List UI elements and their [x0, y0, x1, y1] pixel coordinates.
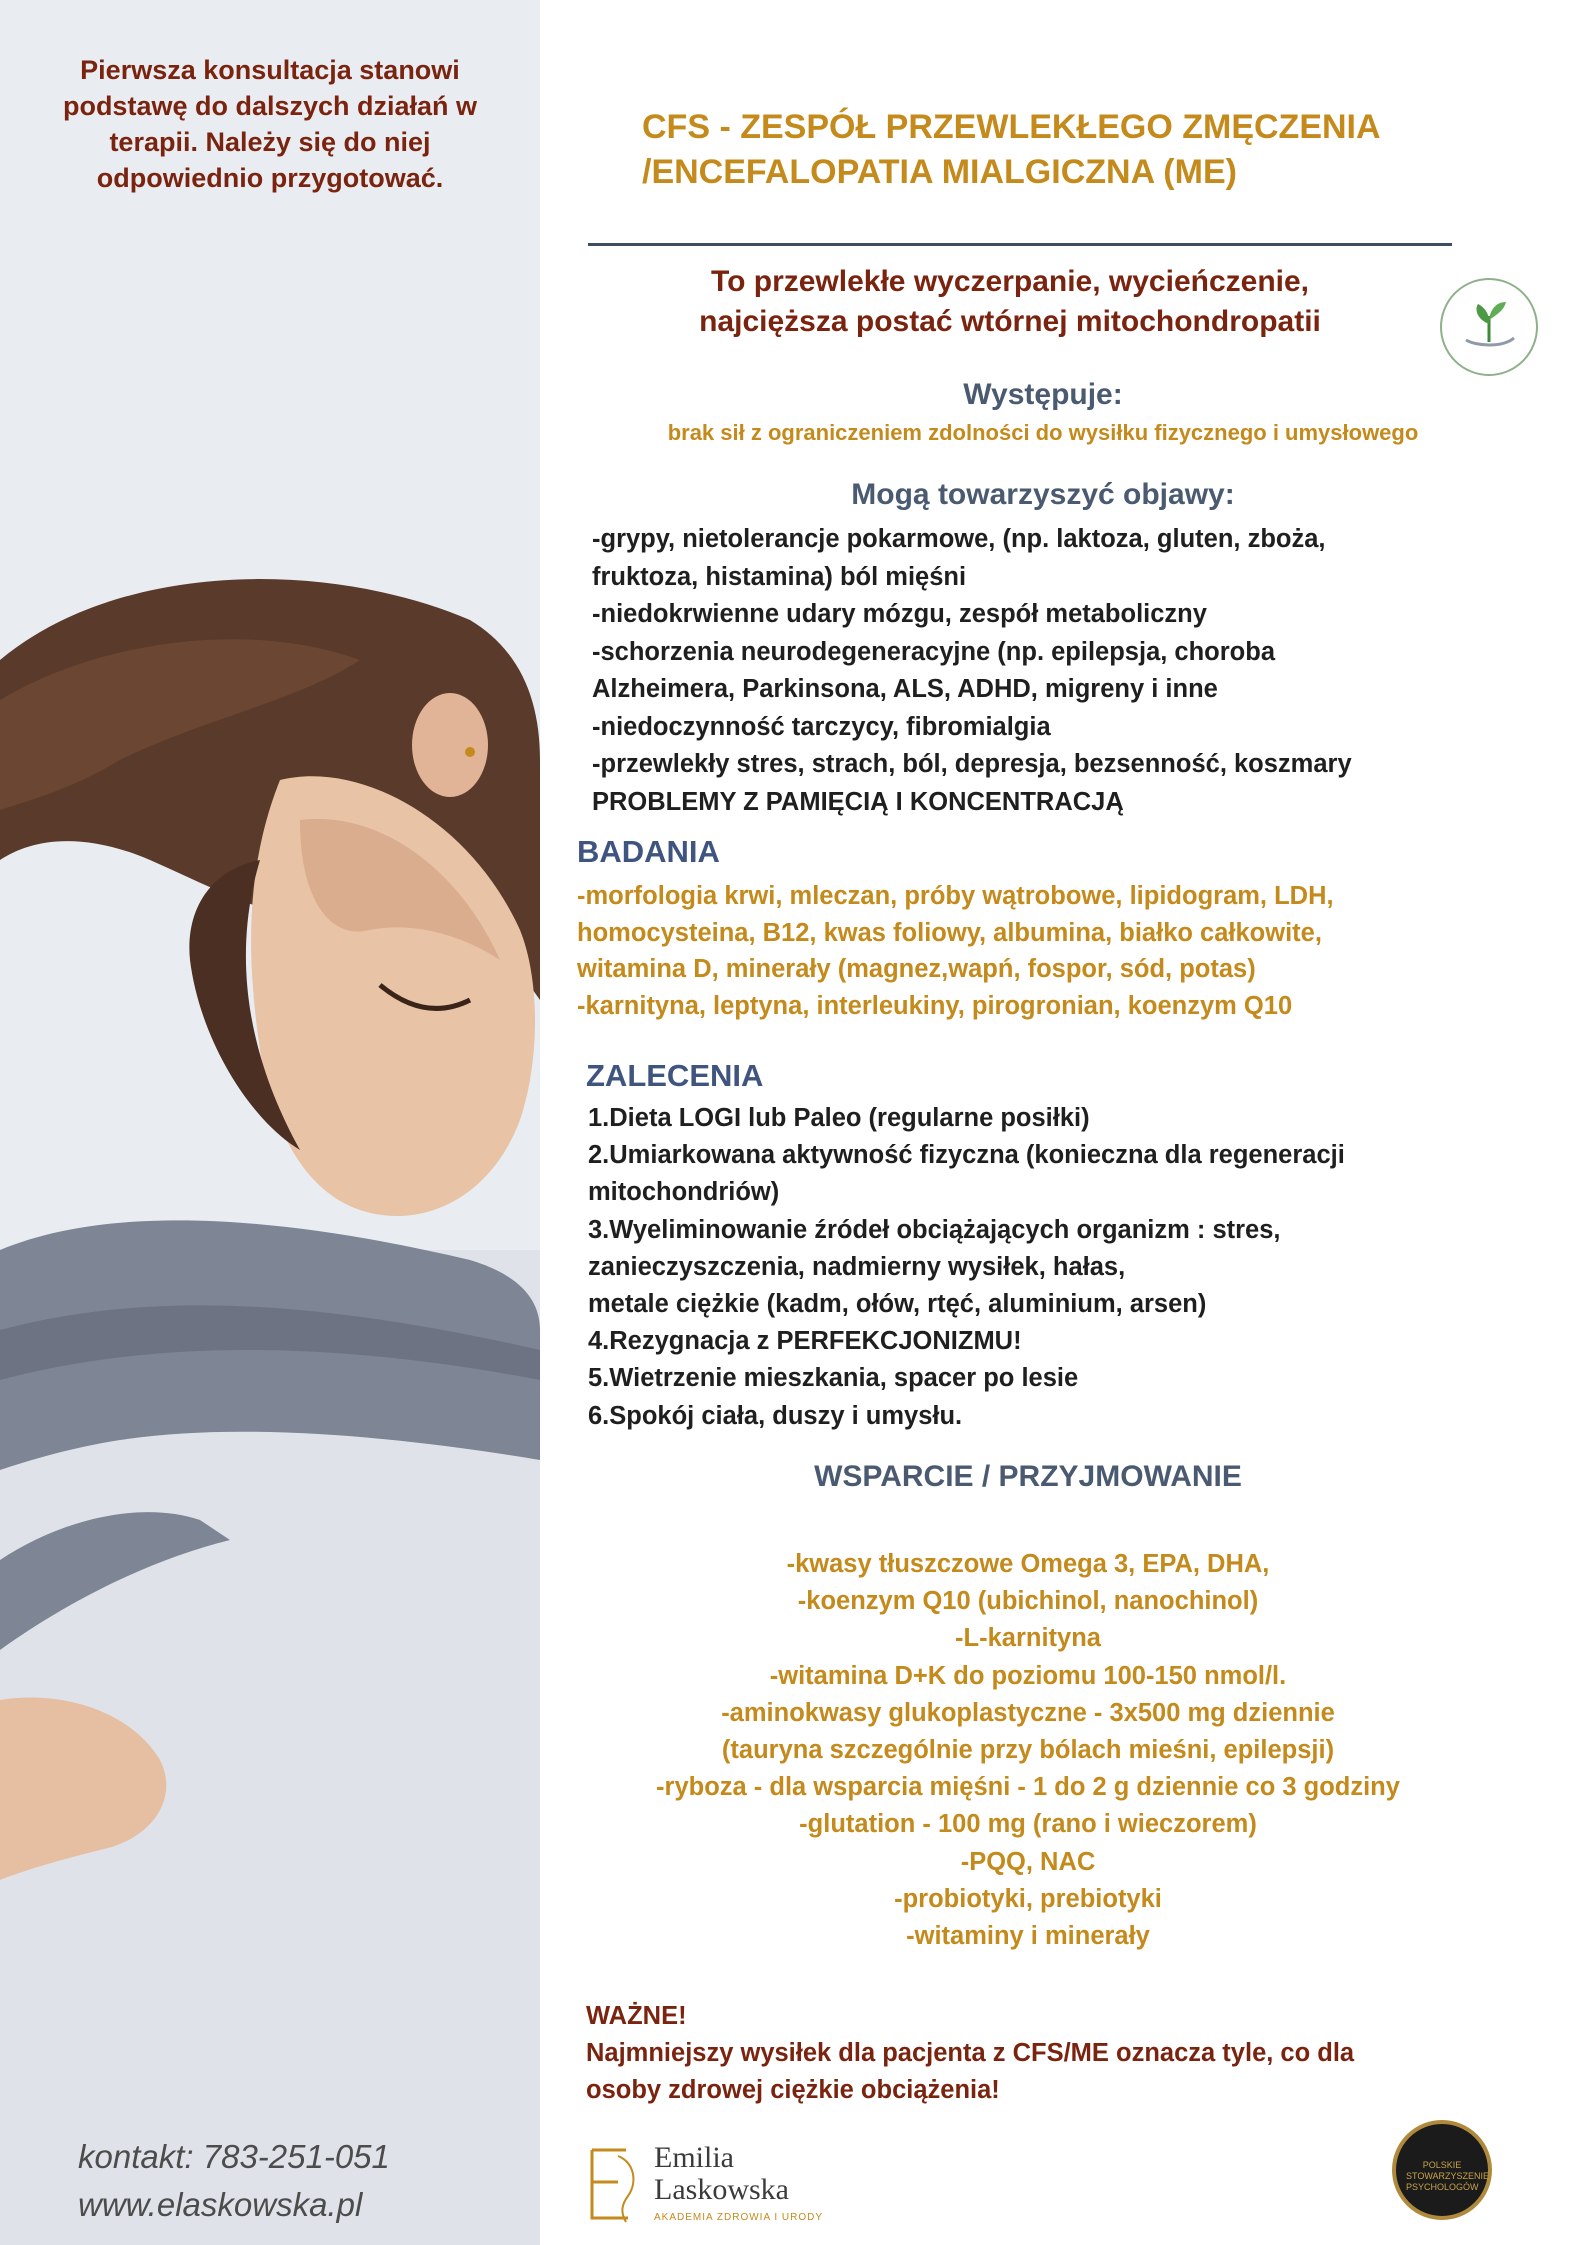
divider — [588, 243, 1452, 246]
seal-icon — [1392, 2120, 1492, 2220]
symptoms-list — [592, 521, 1492, 821]
list-item: 5.Wietrzenie mieszkania, spacer po lesie — [588, 1364, 1079, 1393]
support-list — [588, 1546, 1468, 1955]
list-item: PROBLEMY Z PAMIĘCIĄ I KONCENTRACJĄ — [592, 787, 1124, 816]
list-item: 3.Wyeliminowanie źródeł obciążających organizm : stres, — [588, 1215, 1281, 1244]
blog-badge-icon — [1440, 278, 1538, 376]
list-item: 2.Umiarkowana aktywność fizyczna (konieczna dla regeneracji — [588, 1141, 1345, 1170]
list-item: -morfologia krwi, mleczan, próby wątrobowe, lipidogram, LDH, — [577, 882, 1334, 910]
woman-resting-photo — [0, 0, 540, 2245]
contact-phone: kontakt: 783-251-051 — [78, 2138, 390, 2175]
title-line: /ENCEFALOPATIA MIALGICZNA (ME) — [642, 153, 1237, 191]
brand-name — [654, 2142, 789, 2206]
list-item: -niedokrwienne udary mózgu, zespół metaboliczny — [592, 600, 1207, 628]
page-title — [642, 105, 1472, 195]
list-item: -karnityna, leptyna, interleukiny, pirogronian, koenzym Q10 — [577, 991, 1293, 1020]
list-item: fruktoza, histamina) ból mięśni — [592, 562, 967, 591]
brand-logo — [578, 2138, 878, 2228]
subtitle-line: To przewlekłe wyczerpanie, wycieńczenie, — [710, 265, 1310, 298]
list-item: 4.Rezygnacja z PERFEKCJONIZMU! — [588, 1327, 1022, 1356]
tests-list — [577, 878, 1497, 1024]
brand-last-name: Laskowska — [654, 2173, 789, 2206]
brand-logo-icon — [578, 2138, 648, 2228]
important-note — [586, 1998, 1486, 2109]
list-item: (tauryna szczególnie przy bólach mieśni, epilepsji) — [721, 1736, 1335, 1765]
intro-line: terapii. Należy się do niej — [109, 127, 431, 157]
list-item: -aminokwasy glukoplastyczne - 3x500 mg dziennie — [721, 1698, 1335, 1727]
subtitle-line: najcięższa postać wtórnej mitochondropatii — [699, 305, 1321, 338]
list-item: -schorzenia neurodegeneracyjne (np. epilepsja, choroba — [592, 637, 1276, 666]
list-item: -probiotyki, prebiotyki — [894, 1884, 1162, 1913]
list-item: mitochondriów) — [588, 1178, 780, 1207]
support-heading: WSPARCIE / PRZYJMOWANIE — [814, 1460, 1242, 1493]
brand-first-name: Emilia — [654, 2141, 734, 2174]
intro-line: podstawę do dalszych działań w — [62, 91, 478, 121]
list-item: -glutation - 100 mg (rano i wieczorem) — [799, 1810, 1257, 1839]
list-item: homocysteina, B12, kwas foliowy, albumina, białko całkowite, — [577, 918, 1322, 947]
important-line: osoby zdrowej ciężkie obciążenia! — [586, 2076, 1000, 2104]
list-item: -witamina D+K do poziomu 100-150 nmol/l. — [769, 1661, 1287, 1690]
occurrence-text: brak sił z ograniczeniem zdolności do wysiłku fizycznego i umysłowego — [667, 420, 1419, 445]
list-item: -PQQ, NAC — [960, 1847, 1096, 1876]
list-item: Alzheimera, Parkinsona, ALS, ADHD, migreny i inne — [592, 675, 1218, 703]
list-item: zanieczyszczenia, nadmierny wysiłek, hałas, — [588, 1252, 1126, 1281]
list-item: 1.Dieta LOGI lub Paleo (regularne posiłki) — [588, 1104, 1090, 1132]
intro-line: Pierwsza konsultacja stanowi — [80, 55, 460, 85]
recommendations-heading: ZALECENIA — [586, 1058, 764, 1093]
list-item: -ryboza - dla wsparcia mięśni - 1 do 2 g dziennie co 3 godziny — [656, 1773, 1400, 1802]
important-line: Najmniejszy wysiłek dla pacjenta z CFS/ME oznacza tyle, co dla — [586, 2039, 1355, 2067]
important-heading: WAŻNE! — [586, 2002, 687, 2030]
symptoms-heading: Mogą towarzyszyć objawy: — [851, 478, 1235, 511]
list-item: -niedoczynność tarczycy, fibromialgia — [592, 712, 1051, 741]
list-item: -kwasy tłuszczowe Omega 3, EPA, DHA, — [786, 1550, 1270, 1578]
seal-text: POLSKIE STOWARZYSZENIE PSYCHOLOGÓW — [1406, 2160, 1490, 2192]
list-item: -L-karnityna — [955, 1624, 1101, 1653]
recommendations-list — [588, 1100, 1498, 1435]
list-item: -grypy, nietolerancje pokarmowe, (np. laktoza, gluten, zboża, — [592, 525, 1326, 553]
intro-line: odpowiednio przygotować. — [96, 163, 444, 193]
occurrence-heading: Występuje: — [963, 378, 1123, 411]
list-item: 6.Spokój ciała, duszy i umysłu. — [588, 1401, 963, 1430]
contact-website: www.elaskowska.pl — [78, 2186, 363, 2223]
sprout-hand-icon — [1442, 280, 1536, 374]
brand-tagline: AKADEMIA ZDROWIA I URODY — [654, 2212, 824, 2223]
list-item: -koenzym Q10 (ubichinol, nanochinol) — [797, 1587, 1259, 1616]
photo-illustration — [0, 0, 540, 2245]
list-item: metale ciężkie (kadm, ołów, rtęć, aluminium, arsen) — [588, 1290, 1207, 1319]
list-item: witamina D, minerały (magnez,wapń, fospor, sód, potas) — [577, 955, 1256, 983]
list-item: -przewlekły stres, strach, ból, depresja, bezsenność, koszmary — [592, 750, 1352, 778]
list-item: -witaminy i minerały — [906, 1922, 1150, 1951]
page-subtitle — [600, 262, 1420, 342]
intro-text — [30, 52, 510, 196]
title-line: CFS - ZESPÓŁ PRZEWLEKŁEGO ZMĘCZENIA — [642, 108, 1381, 146]
tests-heading: BADANIA — [577, 834, 720, 869]
